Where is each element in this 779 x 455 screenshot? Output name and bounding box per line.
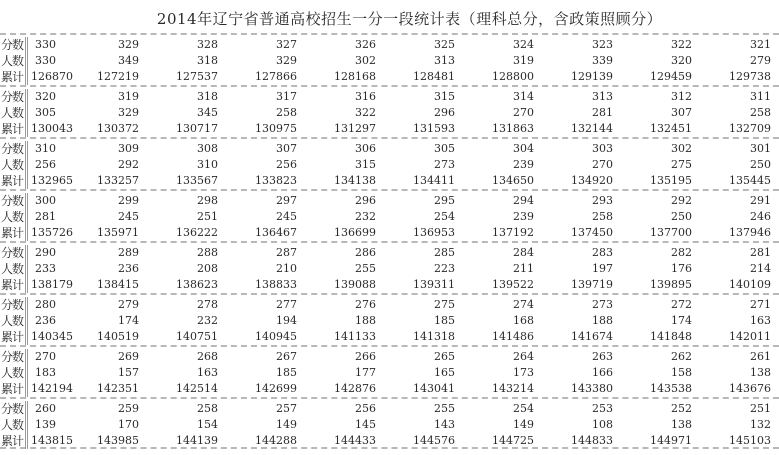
score-cell: 269 xyxy=(118,350,139,363)
cumulative-cell: 133567 xyxy=(176,174,218,187)
count-cell: 305 xyxy=(35,106,56,119)
score-cell: 295 xyxy=(434,194,455,207)
score-cell: 306 xyxy=(355,142,376,155)
cumulative-cell: 141133 xyxy=(334,330,376,343)
count-cell: 138 xyxy=(671,418,692,431)
score-cell: 267 xyxy=(276,350,297,363)
cumulative-cell: 142514 xyxy=(176,382,218,395)
cumulative-cell: 144576 xyxy=(413,434,455,447)
cumulative-cell: 131863 xyxy=(492,122,534,135)
score-cell: 281 xyxy=(750,246,771,259)
row-label: 人数 xyxy=(0,157,28,173)
table-row-score xyxy=(0,193,779,209)
count-cell: 329 xyxy=(118,106,139,119)
row-label: 分数 xyxy=(0,141,28,157)
cumulative-cell: 130372 xyxy=(97,122,139,135)
table-block xyxy=(0,397,779,449)
score-cell: 327 xyxy=(276,38,297,51)
count-cell: 163 xyxy=(197,366,218,379)
table-row-count xyxy=(0,105,779,121)
row-label: 分数 xyxy=(0,401,28,417)
cumulative-cell: 143676 xyxy=(729,382,771,395)
count-cell: 157 xyxy=(118,366,139,379)
count-cell: 188 xyxy=(355,314,376,327)
cumulative-cell: 137450 xyxy=(571,226,613,239)
count-cell: 258 xyxy=(592,210,613,223)
cumulative-cell: 129459 xyxy=(650,70,692,83)
score-cell: 297 xyxy=(276,194,297,207)
score-cell: 328 xyxy=(197,38,218,51)
cumulative-cell: 130975 xyxy=(255,122,297,135)
count-cell: 143 xyxy=(434,418,455,431)
table-row-score xyxy=(0,245,779,261)
cumulative-cell: 143985 xyxy=(97,434,139,447)
count-cell: 214 xyxy=(750,262,771,275)
cumulative-cell: 127537 xyxy=(176,70,218,83)
cumulative-cell: 131593 xyxy=(413,122,455,135)
score-cell: 258 xyxy=(197,402,218,415)
row-label: 人数 xyxy=(0,209,28,225)
cumulative-cell: 136467 xyxy=(255,226,297,239)
count-cell: 132 xyxy=(750,418,771,431)
cumulative-cell: 145103 xyxy=(729,434,771,447)
score-cell: 323 xyxy=(592,38,613,51)
cumulative-cell: 130043 xyxy=(31,122,73,135)
count-cell: 246 xyxy=(750,210,771,223)
score-cell: 318 xyxy=(197,90,218,103)
cumulative-cell: 138179 xyxy=(31,278,73,291)
cumulative-cell: 136953 xyxy=(413,226,455,239)
score-cell: 271 xyxy=(750,298,771,311)
score-cell: 319 xyxy=(118,90,139,103)
cumulative-cell: 143815 xyxy=(31,434,73,447)
row-label: 分数 xyxy=(0,349,28,365)
score-cell: 251 xyxy=(750,402,771,415)
score-cell: 296 xyxy=(355,194,376,207)
count-cell: 149 xyxy=(513,418,534,431)
score-cell: 311 xyxy=(750,90,771,103)
table-row-count xyxy=(0,53,779,69)
score-cell: 272 xyxy=(671,298,692,311)
cumulative-cell: 144288 xyxy=(255,434,297,447)
count-cell: 302 xyxy=(355,54,376,67)
count-cell: 176 xyxy=(671,262,692,275)
score-cell: 315 xyxy=(434,90,455,103)
count-cell: 163 xyxy=(750,314,771,327)
count-cell: 188 xyxy=(592,314,613,327)
row-label: 累计 xyxy=(0,329,28,345)
score-cell: 279 xyxy=(118,298,139,311)
cumulative-cell: 143041 xyxy=(413,382,455,395)
row-label: 累计 xyxy=(0,225,28,241)
count-cell: 158 xyxy=(671,366,692,379)
cumulative-cell: 128168 xyxy=(334,70,376,83)
cumulative-cell: 129738 xyxy=(729,70,771,83)
cumulative-cell: 139311 xyxy=(413,278,455,291)
table-row-count xyxy=(0,261,779,277)
cumulative-cell: 134650 xyxy=(492,174,534,187)
count-cell: 245 xyxy=(276,210,297,223)
count-cell: 251 xyxy=(197,210,218,223)
cumulative-cell: 142194 xyxy=(31,382,73,395)
cumulative-cell: 135195 xyxy=(650,174,692,187)
row-label: 人数 xyxy=(0,261,28,277)
cumulative-cell: 139088 xyxy=(334,278,376,291)
cumulative-cell: 138623 xyxy=(176,278,218,291)
cumulative-cell: 135445 xyxy=(729,174,771,187)
score-cell: 262 xyxy=(671,350,692,363)
score-cell: 270 xyxy=(35,350,56,363)
count-cell: 138 xyxy=(750,366,771,379)
cumulative-cell: 142876 xyxy=(334,382,376,395)
table-row-cumulative xyxy=(0,69,779,85)
cumulative-cell: 132451 xyxy=(650,122,692,135)
count-cell: 296 xyxy=(434,106,455,119)
count-cell: 250 xyxy=(671,210,692,223)
score-cell: 326 xyxy=(355,38,376,51)
count-cell: 232 xyxy=(197,314,218,327)
count-cell: 322 xyxy=(355,106,376,119)
cumulative-cell: 126870 xyxy=(31,70,73,83)
score-cell: 288 xyxy=(197,246,218,259)
count-cell: 273 xyxy=(434,158,455,171)
cumulative-cell: 140945 xyxy=(255,330,297,343)
count-cell: 154 xyxy=(197,418,218,431)
score-cell: 266 xyxy=(355,350,376,363)
count-cell: 319 xyxy=(513,54,534,67)
score-cell: 280 xyxy=(35,298,56,311)
table-row-score xyxy=(0,297,779,313)
row-label: 人数 xyxy=(0,417,28,433)
score-cell: 274 xyxy=(513,298,534,311)
score-cell: 268 xyxy=(197,350,218,363)
count-cell: 183 xyxy=(35,366,56,379)
cumulative-cell: 142699 xyxy=(255,382,297,395)
count-cell: 313 xyxy=(434,54,455,67)
score-cell: 312 xyxy=(671,90,692,103)
cumulative-cell: 142351 xyxy=(97,382,139,395)
cumulative-cell: 144433 xyxy=(334,434,376,447)
cumulative-cell: 128481 xyxy=(413,70,455,83)
cumulative-cell: 143538 xyxy=(650,382,692,395)
cumulative-cell: 128800 xyxy=(492,70,534,83)
table-row-cumulative xyxy=(0,277,779,293)
score-cell: 321 xyxy=(750,38,771,51)
score-cell: 283 xyxy=(592,246,613,259)
cumulative-cell: 133823 xyxy=(255,174,297,187)
score-cell: 329 xyxy=(118,38,139,51)
page-title: 2014年辽宁省普通高校招生一分一段统计表（理科总分，含政策照顾分） xyxy=(156,10,663,28)
table-row-score xyxy=(0,349,779,365)
score-cell: 253 xyxy=(592,402,613,415)
score-cell: 313 xyxy=(592,90,613,103)
cumulative-cell: 127866 xyxy=(255,70,297,83)
score-cell: 291 xyxy=(750,194,771,207)
count-cell: 275 xyxy=(671,158,692,171)
score-cell: 255 xyxy=(434,402,455,415)
row-label: 人数 xyxy=(0,105,28,121)
table-block xyxy=(0,189,779,241)
row-label: 人数 xyxy=(0,365,28,381)
score-cell: 322 xyxy=(671,38,692,51)
count-cell: 270 xyxy=(513,106,534,119)
table-row-count xyxy=(0,313,779,329)
score-cell: 298 xyxy=(197,194,218,207)
cumulative-cell: 141848 xyxy=(650,330,692,343)
count-cell: 170 xyxy=(118,418,139,431)
cumulative-cell: 143380 xyxy=(571,382,613,395)
table-block xyxy=(0,241,779,293)
score-cell: 261 xyxy=(750,350,771,363)
table-block xyxy=(0,293,779,345)
row-label: 人数 xyxy=(0,53,28,69)
cumulative-cell: 134411 xyxy=(413,174,455,187)
score-cell: 303 xyxy=(592,142,613,155)
cumulative-cell: 143214 xyxy=(492,382,534,395)
count-cell: 345 xyxy=(197,106,218,119)
count-cell: 108 xyxy=(592,418,613,431)
count-cell: 139 xyxy=(35,418,56,431)
count-cell: 149 xyxy=(276,418,297,431)
count-cell: 236 xyxy=(118,262,139,275)
score-cell: 325 xyxy=(434,38,455,51)
table-block xyxy=(0,33,779,85)
cumulative-cell: 137946 xyxy=(729,226,771,239)
score-cell: 276 xyxy=(355,298,376,311)
row-label: 累计 xyxy=(0,173,28,189)
cumulative-cell: 144833 xyxy=(571,434,613,447)
score-distribution-table xyxy=(0,33,779,449)
count-cell: 270 xyxy=(592,158,613,171)
table-row-count xyxy=(0,209,779,225)
score-cell: 264 xyxy=(513,350,534,363)
table-row-cumulative xyxy=(0,329,779,345)
count-cell: 239 xyxy=(513,158,534,171)
count-cell: 330 xyxy=(35,54,56,67)
cumulative-cell: 127219 xyxy=(97,70,139,83)
cumulative-cell: 140519 xyxy=(97,330,139,343)
cumulative-cell: 129139 xyxy=(571,70,613,83)
table-row-cumulative xyxy=(0,121,779,137)
row-label: 分数 xyxy=(0,297,28,313)
row-label: 累计 xyxy=(0,381,28,397)
cumulative-cell: 142011 xyxy=(729,330,771,343)
score-cell: 284 xyxy=(513,246,534,259)
count-cell: 236 xyxy=(35,314,56,327)
cumulative-cell: 137700 xyxy=(650,226,692,239)
score-cell: 314 xyxy=(513,90,534,103)
cumulative-cell: 141486 xyxy=(492,330,534,343)
row-label: 累计 xyxy=(0,433,28,449)
score-cell: 260 xyxy=(35,402,56,415)
cumulative-cell: 141674 xyxy=(571,330,613,343)
count-cell: 185 xyxy=(276,366,297,379)
cumulative-cell: 132144 xyxy=(571,122,613,135)
score-cell: 316 xyxy=(355,90,376,103)
table-row-score xyxy=(0,89,779,105)
cumulative-cell: 139522 xyxy=(492,278,534,291)
score-cell: 277 xyxy=(276,298,297,311)
score-cell: 330 xyxy=(35,38,56,51)
count-cell: 197 xyxy=(592,262,613,275)
count-cell: 232 xyxy=(355,210,376,223)
score-cell: 305 xyxy=(434,142,455,155)
cumulative-cell: 135971 xyxy=(97,226,139,239)
count-cell: 145 xyxy=(355,418,376,431)
cumulative-cell: 139895 xyxy=(650,278,692,291)
score-cell: 263 xyxy=(592,350,613,363)
count-cell: 254 xyxy=(434,210,455,223)
row-label: 累计 xyxy=(0,69,28,85)
score-cell: 285 xyxy=(434,246,455,259)
table-row-cumulative xyxy=(0,173,779,189)
score-cell: 275 xyxy=(434,298,455,311)
table-row-score xyxy=(0,37,779,53)
count-cell: 168 xyxy=(513,314,534,327)
row-label: 累计 xyxy=(0,121,28,137)
score-cell: 278 xyxy=(197,298,218,311)
count-cell: 258 xyxy=(750,106,771,119)
score-cell: 324 xyxy=(513,38,534,51)
cumulative-cell: 140751 xyxy=(176,330,218,343)
cumulative-cell: 131297 xyxy=(334,122,376,135)
count-cell: 292 xyxy=(118,158,139,171)
score-cell: 282 xyxy=(671,246,692,259)
count-cell: 166 xyxy=(592,366,613,379)
count-cell: 210 xyxy=(276,262,297,275)
cumulative-cell: 136222 xyxy=(176,226,218,239)
cumulative-cell: 134920 xyxy=(571,174,613,187)
count-cell: 233 xyxy=(35,262,56,275)
score-cell: 292 xyxy=(671,194,692,207)
count-cell: 256 xyxy=(35,158,56,171)
score-cell: 320 xyxy=(35,90,56,103)
score-cell: 299 xyxy=(118,194,139,207)
cumulative-cell: 134138 xyxy=(334,174,376,187)
score-cell: 307 xyxy=(276,142,297,155)
count-cell: 250 xyxy=(750,158,771,171)
score-cell: 293 xyxy=(592,194,613,207)
cumulative-cell: 130717 xyxy=(176,122,218,135)
count-cell: 255 xyxy=(355,262,376,275)
count-cell: 223 xyxy=(434,262,455,275)
table-row-count xyxy=(0,417,779,433)
row-label: 分数 xyxy=(0,89,28,105)
score-cell: 257 xyxy=(276,402,297,415)
row-label: 分数 xyxy=(0,193,28,209)
count-cell: 279 xyxy=(750,54,771,67)
table-row-cumulative xyxy=(0,433,779,449)
cumulative-cell: 138833 xyxy=(255,278,297,291)
count-cell: 329 xyxy=(276,54,297,67)
cumulative-cell: 135726 xyxy=(31,226,73,239)
count-cell: 315 xyxy=(355,158,376,171)
score-cell: 302 xyxy=(671,142,692,155)
count-cell: 194 xyxy=(276,314,297,327)
score-cell: 256 xyxy=(355,402,376,415)
score-cell: 259 xyxy=(118,402,139,415)
cumulative-cell: 132709 xyxy=(729,122,771,135)
score-cell: 254 xyxy=(513,402,534,415)
row-label: 分数 xyxy=(0,245,28,261)
count-cell: 307 xyxy=(671,106,692,119)
cumulative-cell: 133257 xyxy=(97,174,139,187)
cumulative-cell: 144139 xyxy=(176,434,218,447)
count-cell: 339 xyxy=(592,54,613,67)
table-row-score xyxy=(0,141,779,157)
cumulative-cell: 144725 xyxy=(492,434,534,447)
count-cell: 256 xyxy=(276,158,297,171)
count-cell: 320 xyxy=(671,54,692,67)
table-row-count xyxy=(0,365,779,381)
cumulative-cell: 132965 xyxy=(31,174,73,187)
cumulative-cell: 140109 xyxy=(729,278,771,291)
row-label: 分数 xyxy=(0,37,28,53)
score-cell: 308 xyxy=(197,142,218,155)
cumulative-cell: 137192 xyxy=(492,226,534,239)
score-cell: 265 xyxy=(434,350,455,363)
count-cell: 173 xyxy=(513,366,534,379)
count-cell: 174 xyxy=(671,314,692,327)
count-cell: 208 xyxy=(197,262,218,275)
count-cell: 165 xyxy=(434,366,455,379)
cumulative-cell: 139719 xyxy=(571,278,613,291)
table-block xyxy=(0,137,779,189)
count-cell: 281 xyxy=(35,210,56,223)
count-cell: 177 xyxy=(355,366,376,379)
score-cell: 289 xyxy=(118,246,139,259)
cumulative-cell: 144971 xyxy=(650,434,692,447)
cumulative-cell: 138415 xyxy=(97,278,139,291)
score-cell: 301 xyxy=(750,142,771,155)
row-label: 累计 xyxy=(0,277,28,293)
table-row-count xyxy=(0,157,779,173)
score-cell: 310 xyxy=(35,142,56,155)
score-cell: 286 xyxy=(355,246,376,259)
count-cell: 245 xyxy=(118,210,139,223)
count-cell: 349 xyxy=(118,54,139,67)
score-cell: 252 xyxy=(671,402,692,415)
score-cell: 304 xyxy=(513,142,534,155)
score-cell: 273 xyxy=(592,298,613,311)
cumulative-cell: 136699 xyxy=(334,226,376,239)
count-cell: 310 xyxy=(197,158,218,171)
row-label: 人数 xyxy=(0,313,28,329)
table-row-score xyxy=(0,401,779,417)
table-row-cumulative xyxy=(0,381,779,397)
count-cell: 174 xyxy=(118,314,139,327)
count-cell: 281 xyxy=(592,106,613,119)
table-block xyxy=(0,85,779,137)
cumulative-cell: 140345 xyxy=(31,330,73,343)
table-row-cumulative xyxy=(0,225,779,241)
count-cell: 258 xyxy=(276,106,297,119)
score-cell: 300 xyxy=(35,194,56,207)
count-cell: 318 xyxy=(197,54,218,67)
count-cell: 211 xyxy=(513,262,534,275)
count-cell: 239 xyxy=(513,210,534,223)
score-cell: 294 xyxy=(513,194,534,207)
cumulative-cell: 141318 xyxy=(413,330,455,343)
count-cell: 185 xyxy=(434,314,455,327)
score-cell: 309 xyxy=(118,142,139,155)
score-cell: 317 xyxy=(276,90,297,103)
table-block xyxy=(0,345,779,397)
score-cell: 287 xyxy=(276,246,297,259)
score-cell: 290 xyxy=(35,246,56,259)
